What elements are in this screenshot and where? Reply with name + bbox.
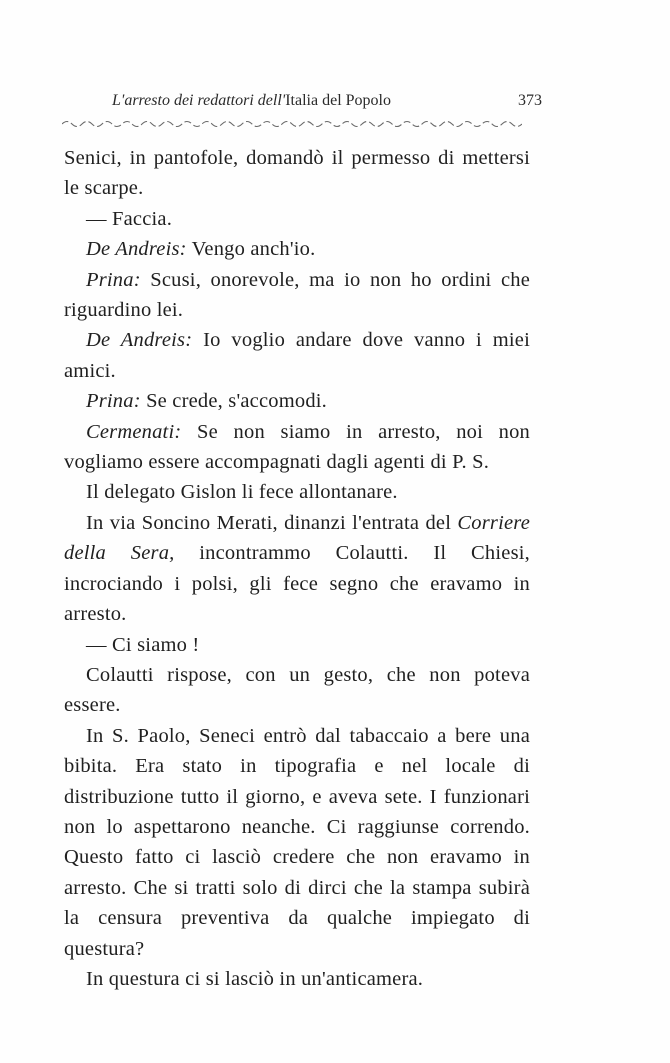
paragraph-text: incontrammo Colautti. Il Chiesi, incrociando i polsi, gli fece segno che eravamo in arresto. (64, 542, 530, 626)
paragraph-text: Scusi, onorevole, ma io non ho ordini che riguardino lei. (64, 268, 531, 322)
body-text (64, 143, 530, 994)
dialogue-paragraph (64, 417, 530, 478)
paragraph-text: Il delegato Gislon li fece allontanare. (86, 481, 398, 504)
dialogue-paragraph (64, 386, 530, 416)
paragraph-text: Se crede, s'accomodi. (146, 390, 327, 413)
paragraph (64, 660, 530, 721)
speaker-name: Prina: (86, 390, 141, 413)
speaker-name: Prina: (86, 268, 141, 291)
speaker-name: De Andreis: (86, 238, 187, 261)
speaker-name: De Andreis: (86, 329, 193, 352)
paragraph (64, 204, 530, 234)
paragraph-text: — Ci siamo ! (86, 633, 200, 656)
paragraph (64, 508, 530, 630)
dialogue-paragraph (64, 325, 530, 386)
paragraph-text: Se non siamo in arresto, noi non vogliamo essere accompagnati dagli agenti di P. S. (64, 420, 530, 474)
paragraph-text: Colautti rispose, con un gesto, che non poteva essere. (64, 663, 530, 717)
newspaper-title: Corriere della Sera, (64, 511, 530, 565)
paragraph (64, 143, 530, 204)
paragraph-text: Senici, in pantofole, domandò il permesso di mettersi le scarpe. (64, 147, 530, 200)
running-head (112, 92, 542, 114)
paragraph (64, 964, 530, 994)
running-head-title (112, 92, 391, 110)
running-head-title-roman: Italia del Popolo (285, 92, 391, 109)
paragraph (64, 721, 530, 964)
paragraph-text: Io voglio andare dove vanno i miei amici. (64, 329, 530, 382)
paragraph-text: In S. Paolo, Seneci entrò dal tabaccaio a bere una bibita. Era stato in tipografia e nel locale di distribuzione tutto il giorno, e aveva sete. I funzionari non lo aspettarono neanche. Ci raggiunse correndo. Questo fatto ci lasciò credere che non eravamo in arresto. Che si tratti solo di dirci che la stampa subirà la censura preventiva da qualche impiegato di questura? (64, 724, 530, 960)
paragraph (64, 630, 530, 660)
paragraph (64, 477, 530, 507)
paragraph-text: In questura ci si lasciò in un'anticamera. (86, 967, 424, 990)
page-number: 373 (518, 92, 542, 109)
paragraph-text: — Faccia. (86, 207, 173, 230)
paragraph-text: Vengo anch'io. (191, 238, 316, 261)
running-head-title-italic: L'arresto dei redattori dell' (112, 92, 286, 109)
dialogue-paragraph (64, 234, 530, 264)
dialogue-paragraph (64, 265, 530, 326)
header-ornament-rule (62, 118, 522, 130)
speaker-name: Cermenati: (86, 420, 182, 443)
paragraph-text: In via Soncino Merati, dinanzi l'entrata del (86, 511, 452, 534)
